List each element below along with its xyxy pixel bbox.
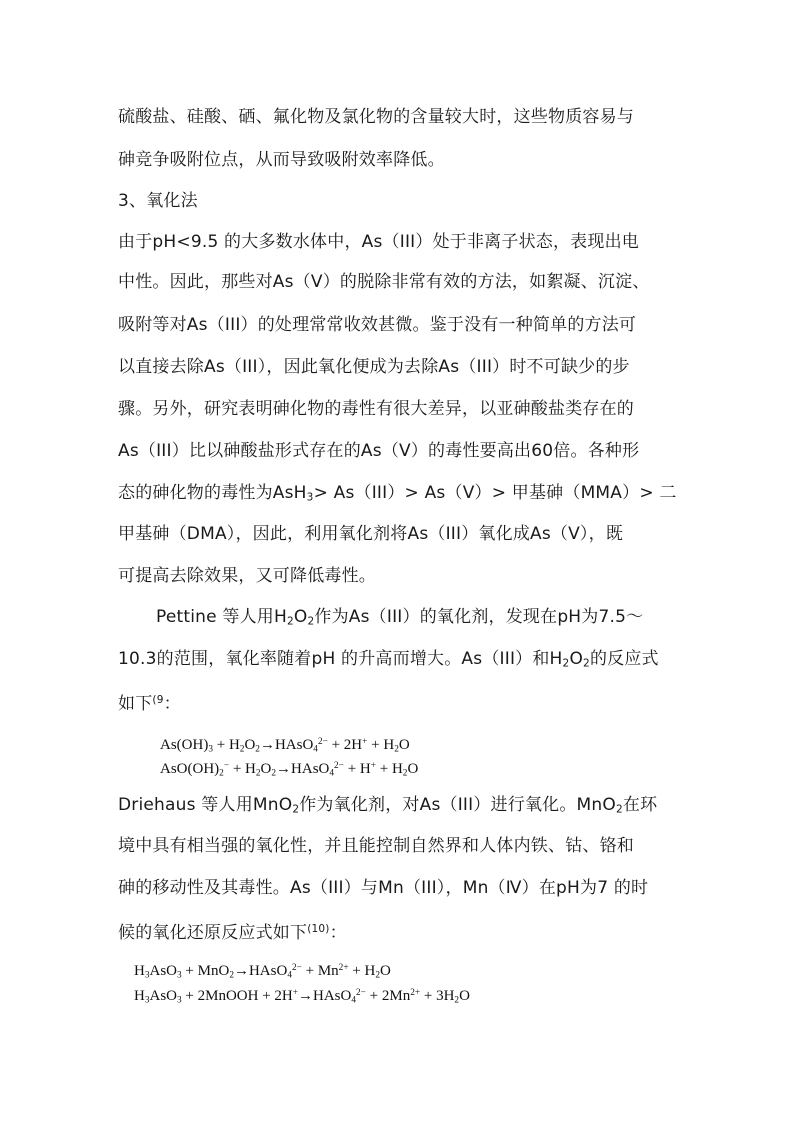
text-line	[118, 647, 659, 676]
text-run: 在环	[622, 795, 658, 815]
text-run: ：	[163, 693, 181, 714]
subscript: 2	[307, 615, 315, 628]
text-line: 中性。因此，那些对As（Ⅴ）的脱除非常有效的方法，如絮凝、沉淀、	[118, 272, 650, 292]
text-line: 硫酸盐、硅酸、硒、氟化物及氯化物的含量较大时，这些物质容易与	[118, 107, 634, 127]
eq-term: + H	[229, 761, 256, 778]
text-line: 由于pH<9.5 的大多数水体中，As（III）处于非离子状态，表现出电	[118, 232, 639, 252]
eq-term: AsO	[149, 988, 178, 1005]
eq-term: + H	[343, 761, 371, 778]
subscript: 2	[271, 768, 277, 779]
text-run: Pettine 等人用H	[156, 607, 287, 627]
superscript: 2−	[317, 737, 328, 747]
superscript: 2−	[356, 988, 366, 998]
superscript: 2−	[334, 761, 344, 771]
eq-term: →HAsO	[259, 737, 314, 754]
subscript: 4	[329, 768, 335, 779]
eq-term: + H	[348, 963, 376, 980]
subscript: 4	[287, 970, 292, 981]
superscript: −	[223, 761, 230, 771]
citation-marker: (9	[152, 694, 164, 706]
superscript: 2−	[291, 963, 302, 973]
eq-term: As(OH)	[160, 737, 209, 754]
subscript: 2	[286, 615, 294, 628]
text-line: 砷竞争吸附位点，从而导致吸附效率降低。	[118, 150, 445, 170]
subscript: 3	[177, 995, 182, 1006]
text-line	[118, 688, 181, 716]
eq-term: + 3H	[420, 988, 455, 1005]
eq-term: AsO	[149, 963, 178, 980]
subscript: 2	[583, 657, 590, 670]
text-line: As（III）比以砷酸盐形式存在的As（Ⅴ）的毒性要高出60倍。各种形	[118, 441, 640, 461]
subscript: 3	[177, 970, 182, 981]
text-run: 候的氧化还原反应式如下	[118, 922, 308, 943]
eq-term: AsO(OH)	[160, 761, 220, 778]
subscript: 3	[306, 491, 314, 504]
subscript: 2	[255, 744, 260, 755]
text-run: 的反应式	[589, 649, 659, 669]
text-line: 吸附等对As（III）的处理常常收效甚微。鉴于没有一种简单的方法可	[118, 315, 637, 335]
eq-term: →HAsO	[298, 988, 352, 1005]
text-run: O	[569, 649, 584, 669]
text-run: 如下	[118, 693, 153, 714]
text-run: Driehaus 等人用MnO	[118, 795, 293, 815]
subscript: 3	[208, 744, 213, 755]
subscript: 4	[351, 995, 357, 1006]
text-line: 以直接去除As（III），因此氧化便成为去除As（III）时不可缺少的步	[118, 357, 630, 377]
subscript: 3	[144, 995, 150, 1006]
subscript: 2	[562, 657, 570, 670]
eq-term: O	[380, 963, 391, 980]
eq-term: + 2MnOOH + 2H	[181, 988, 293, 1005]
text-line: 砷的移动性及其毒性。As（III）与Mn（III），Mn（Ⅳ）在pH为7 的时	[118, 878, 649, 898]
subscript: 2	[454, 995, 460, 1006]
text-line	[156, 605, 643, 634]
eq-term: O	[260, 761, 272, 778]
text-run: > As（III）> As（Ⅴ）> 甲基砷（MMA）> 二	[313, 483, 677, 503]
eq-term: H	[134, 963, 145, 980]
eq-term: + 2H	[327, 737, 363, 754]
text-run: O	[293, 607, 308, 627]
text-run: 态的砷化物的毒性为AsH	[118, 483, 307, 503]
text-line: 骤。另外，研究表明砷化物的毒性有很大差异，以亚砷酸盐类存在的	[118, 399, 634, 419]
text-run: 10.3的范围，氧化率随着pH 的升高而增大。As（III）和H	[118, 649, 563, 669]
superscript: +	[370, 761, 376, 771]
chemical-equation	[134, 983, 470, 1010]
text-line: 可提高去除效果，又可降低毒性。	[118, 566, 376, 586]
eq-term: + 2Mn	[365, 988, 411, 1005]
eq-term: →HAsO	[233, 963, 288, 980]
section-heading: 3、氧化法	[118, 191, 198, 211]
subscript: 2	[615, 803, 623, 816]
text-run: ：	[329, 922, 347, 943]
eq-term: + Mn	[301, 963, 339, 980]
eq-term: O	[407, 761, 419, 778]
text-line	[118, 917, 347, 945]
superscript: +	[362, 737, 368, 747]
eq-term: →HAsO	[276, 761, 330, 778]
subscript: 2	[255, 768, 261, 779]
subscript: 2	[402, 768, 408, 779]
text-line: 境中具有相当强的氧化性，并且能控制自然界和人体内铁、钴、铬和	[118, 836, 634, 856]
superscript: 2+	[338, 963, 349, 973]
subscript: 2	[219, 768, 224, 779]
superscript: +	[292, 988, 299, 998]
subscript: 2	[229, 970, 234, 981]
eq-term: O	[244, 737, 256, 754]
citation-marker: (10)	[307, 923, 330, 935]
subscript: 4	[313, 744, 318, 755]
eq-term: O	[398, 737, 410, 754]
text-run: 作为氧化剂，对As（III）进行氧化。MnO	[299, 795, 616, 815]
text-line	[118, 481, 677, 510]
superscript: 2+	[410, 988, 421, 998]
eq-term: O	[459, 988, 470, 1005]
subscript: 2	[375, 970, 381, 981]
text-run: 作为As（III）的氧化剂，发现在pH为7.5～	[314, 607, 644, 627]
text-line: 甲基砷（DMA），因此，利用氧化剂将As（III）氧化成As（Ⅴ），既	[118, 524, 624, 544]
chemical-equation	[160, 756, 418, 783]
subscript: 2	[394, 744, 399, 755]
subscript: 2	[239, 744, 245, 755]
eq-term: + H	[212, 737, 240, 754]
subscript: 3	[144, 970, 150, 981]
eq-term: + MnO	[181, 963, 230, 980]
text-line	[118, 793, 657, 822]
chemical-equation	[134, 958, 391, 985]
eq-term: H	[134, 988, 145, 1005]
eq-term: + H	[367, 737, 395, 754]
subscript: 2	[292, 803, 300, 816]
eq-term: + H	[375, 761, 403, 778]
